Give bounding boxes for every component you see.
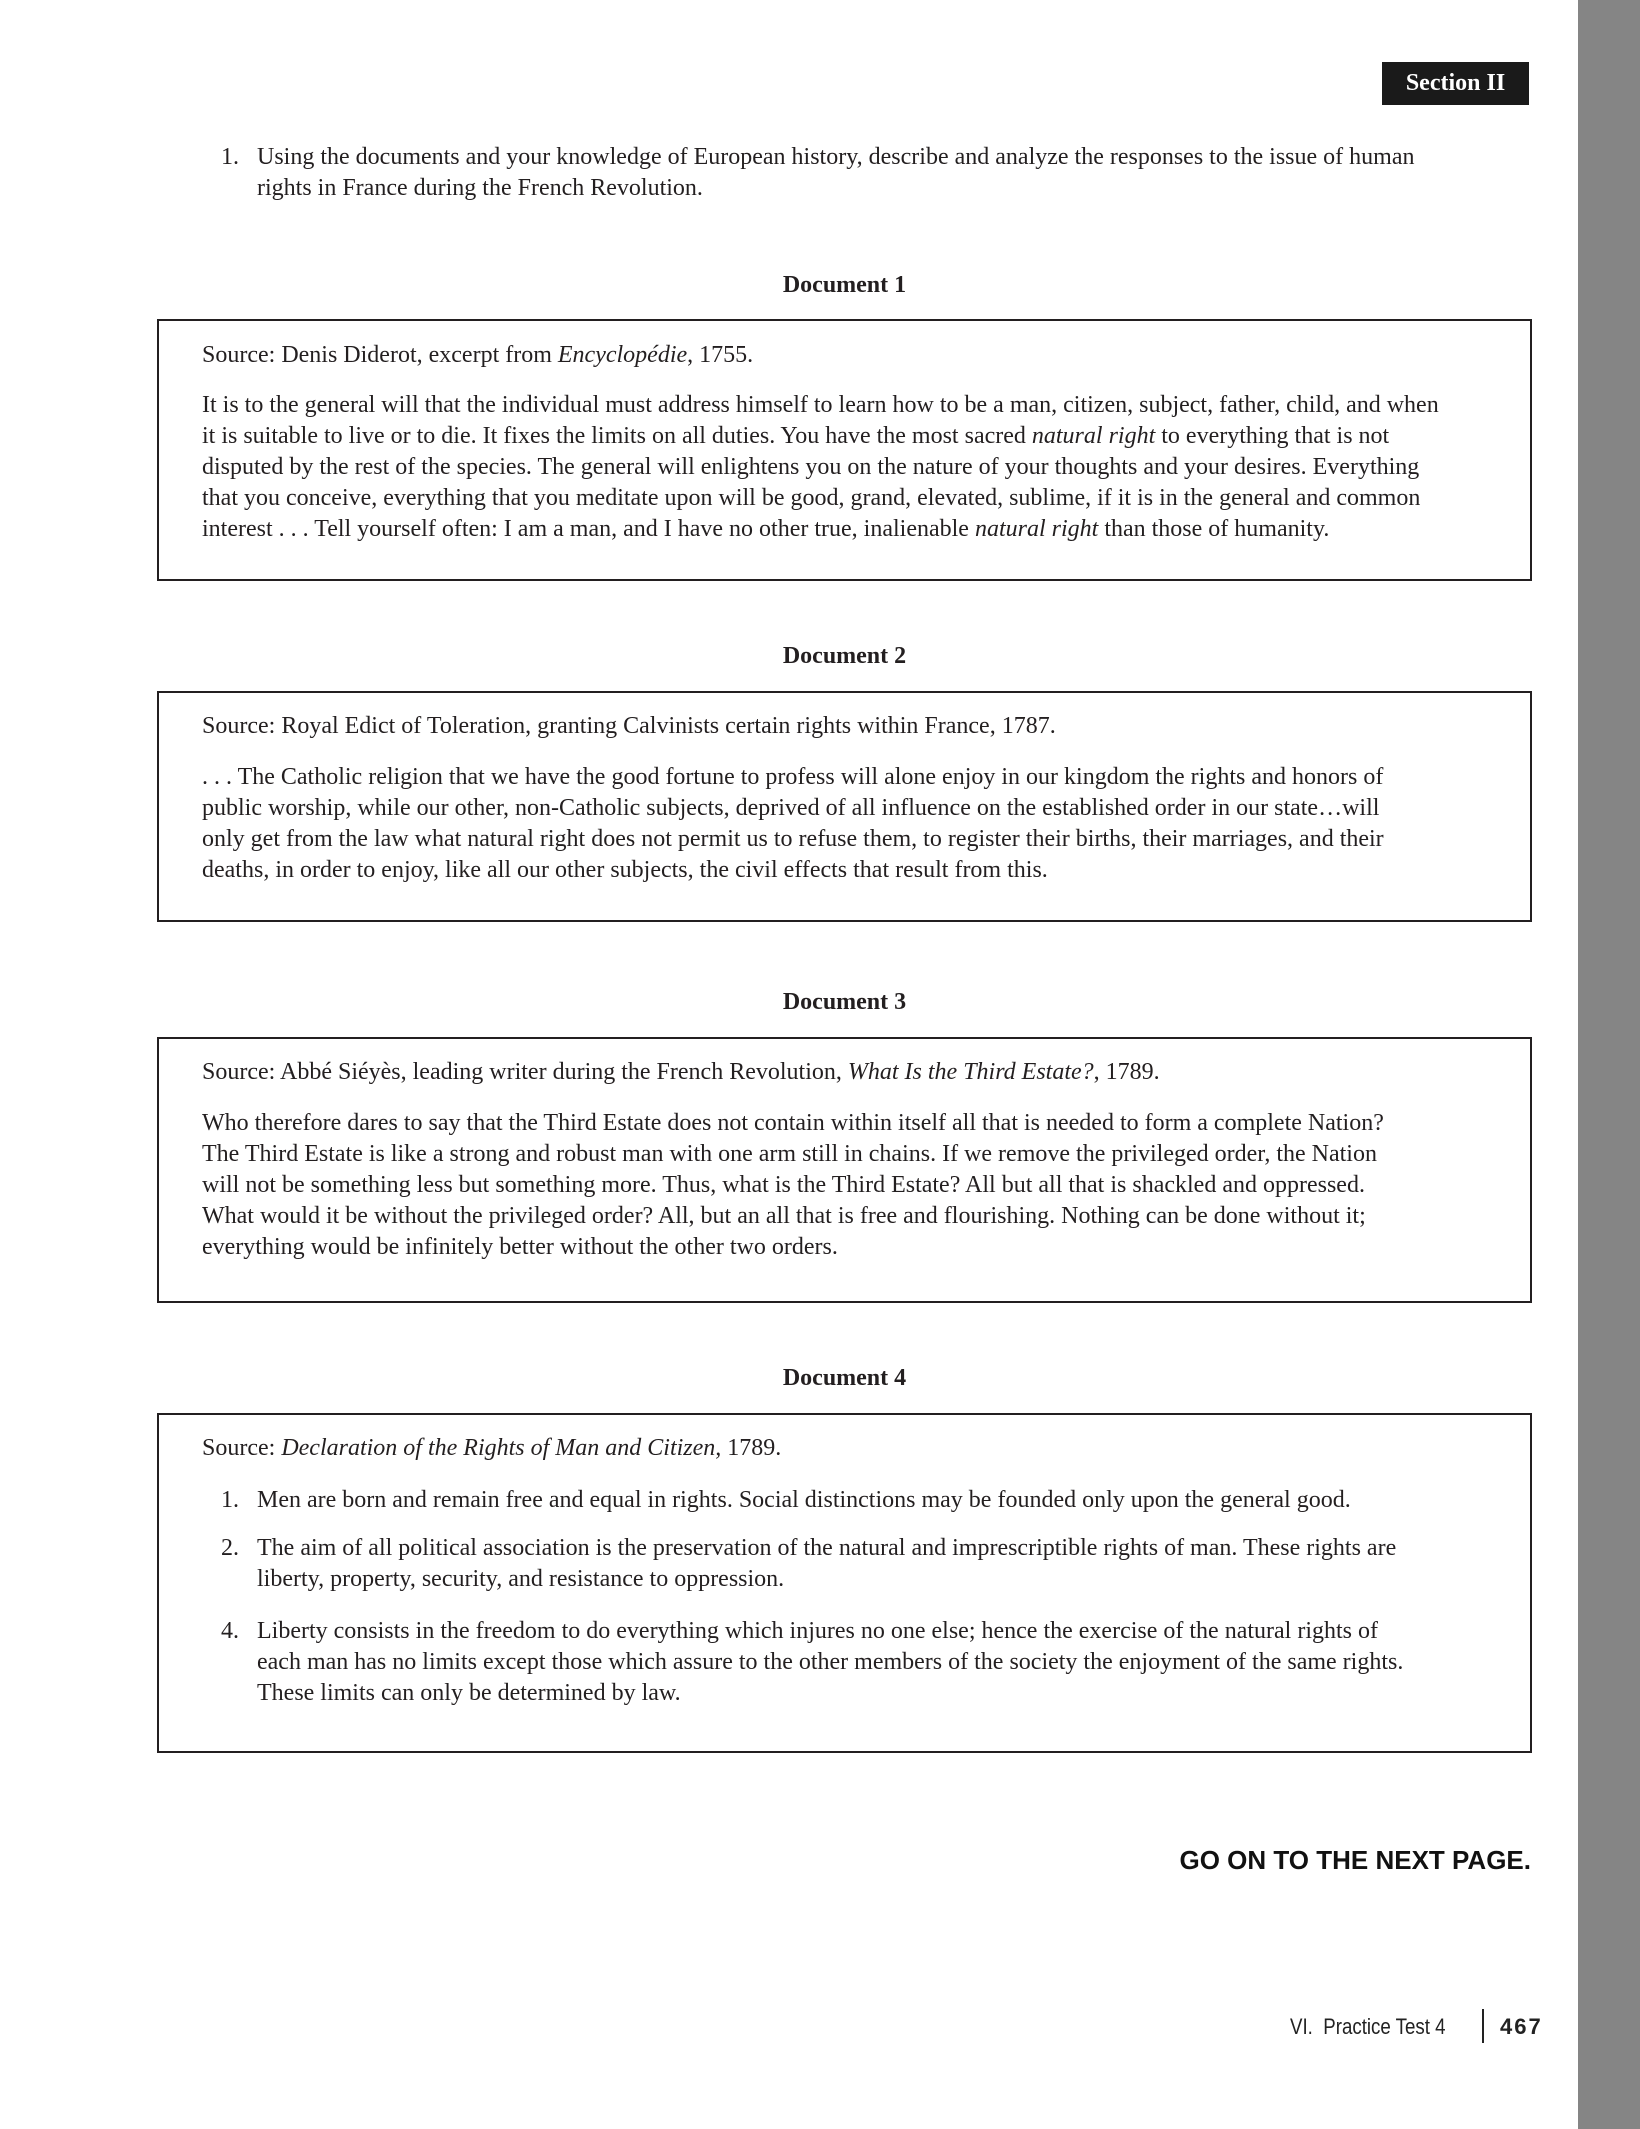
document-body-line: [202, 421, 1389, 452]
document-title: Document 3: [782, 989, 907, 1015]
go-on-notice: GO ON TO THE NEXT PAGE.: [1179, 1845, 1531, 1875]
question-text-line: Using the documents and your knowledge of European history, describe and analyze the responses to the issue of human: [257, 144, 1415, 170]
text-segment: Who therefore dares to say that the Third Estate does not contain within itself all that is needed to form a complete Nation?: [202, 1110, 1384, 1136]
page-edge-tab: [1578, 0, 1640, 2129]
italic-title: Declaration of the Rights of Man and Citizen,: [281, 1435, 722, 1461]
text-segment: public worship, while our other, non-Catholic subjects, deprived of all influence on the established order in our state…will: [202, 795, 1380, 821]
footer-divider: [1482, 2009, 1484, 2043]
document-body-line: [202, 855, 1048, 886]
document-body-line: [202, 1139, 1377, 1170]
document-source: [202, 340, 753, 371]
question-number: 1.: [221, 144, 239, 170]
text-segment: will not be something less but something more. Thus, what is the Third Estate? All but all that is shackled and oppressed.: [202, 1172, 1365, 1198]
document-body-line: [202, 824, 1384, 855]
document-body-line: [202, 793, 1379, 824]
document-title: Document 4: [782, 1365, 907, 1391]
text-segment: . . . The Catholic religion that we have the good fortune to profess will alone enjoy in our kingdom the rights and honors of: [202, 764, 1384, 790]
document-title: Document 2: [782, 643, 907, 669]
list-item-line: The aim of all political association is the preservation of the natural and imprescriptible rights of man. These rights are: [257, 1535, 1397, 1561]
text-segment: interest . . . Tell yourself often: I am a man, and I have no other true, inalienable: [202, 516, 975, 542]
footer-chapter-label: VI. Practice Test 4: [1290, 2014, 1446, 2039]
text-segment: Source: Royal Edict of Toleration, granting Calvinists certain rights within France, 1787.: [202, 713, 1056, 739]
document-body-line: [202, 1232, 838, 1263]
italic-title: What Is the Third Estate?: [847, 1059, 1094, 1085]
text-segment: than those of humanity.: [1098, 516, 1330, 542]
document-body-line: [202, 1170, 1365, 1201]
text-segment: What would it be without the privileged order? All, but an all that is free and flourishing. Nothing can be done without it;: [202, 1203, 1366, 1229]
list-item-number: 2.: [221, 1535, 239, 1561]
text-segment: everything would be infinitely better without the other two orders.: [202, 1234, 838, 1260]
document-body-line: [202, 390, 1439, 421]
text-segment: 1789.: [721, 1435, 782, 1461]
document-source: [202, 711, 1056, 742]
italic-title: natural right: [1031, 423, 1156, 449]
text-segment: Source: Denis Diderot, excerpt from: [202, 342, 558, 368]
question-text-line: rights in France during the French Revolution.: [257, 175, 703, 201]
text-segment: disputed by the rest of the species. The general will enlightens you on the nature of your thoughts and your desires. Everything: [202, 454, 1420, 480]
document-body-line: [202, 452, 1419, 483]
list-item-line: each man has no limits except those which assure to the other members of the society the enjoyment of the same rights.: [257, 1649, 1404, 1675]
section-badge: Section II: [1382, 62, 1529, 105]
document-body-line: [202, 762, 1383, 793]
document-body-line: [202, 514, 1329, 545]
text-segment: only get from the law what natural right does not permit us to refuse them, to register their births, their marriages, and their: [202, 826, 1384, 852]
list-item-number: 4.: [221, 1618, 239, 1644]
text-segment: The Third Estate is like a strong and robust man with one arm still in chains. If we remove the privileged order, the Nation: [202, 1141, 1377, 1167]
page-number: 467: [1500, 2014, 1543, 2039]
list-item-line: Liberty consists in the freedom to do everything which injures no one else; hence the exercise of the natural rights of: [257, 1618, 1378, 1644]
text-segment: It is to the general will that the individual must address himself to learn how to be a man, citizen, subject, father, child, and when: [202, 392, 1439, 418]
list-item-line: liberty, property, security, and resistance to oppression.: [257, 1566, 785, 1592]
text-segment: to everything that is not: [1155, 423, 1390, 449]
text-segment: Source:: [202, 1435, 282, 1461]
text-segment: , 1755.: [687, 342, 754, 368]
text-segment: , 1789.: [1093, 1059, 1160, 1085]
text-segment: Source: Abbé Siéyès, leading writer during the French Revolution,: [202, 1059, 848, 1085]
document-body-line: [202, 1108, 1384, 1139]
text-segment: that you conceive, everything that you meditate upon will be good, grand, elevated, sublime, if it is in the general and common: [202, 485, 1421, 511]
list-item-line: These limits can only be determined by law.: [257, 1680, 681, 1706]
list-item-number: 1.: [221, 1487, 239, 1513]
document-source: [202, 1433, 781, 1464]
list-item-line: Men are born and remain free and equal in rights. Social distinctions may be founded only upon the general good.: [257, 1487, 1351, 1513]
italic-title: natural right: [974, 516, 1099, 542]
document-body-line: [202, 483, 1420, 514]
document-body-line: [202, 1201, 1366, 1232]
document-source: [202, 1057, 1160, 1088]
text-segment: deaths, in order to enjoy, like all our other subjects, the civil effects that result from this.: [202, 857, 1048, 883]
italic-title: Encyclopédie: [557, 342, 688, 368]
document-title: Document 1: [782, 272, 907, 298]
text-segment: it is suitable to live or to die. It fixes the limits on all duties. You have the most sacred: [202, 423, 1032, 449]
